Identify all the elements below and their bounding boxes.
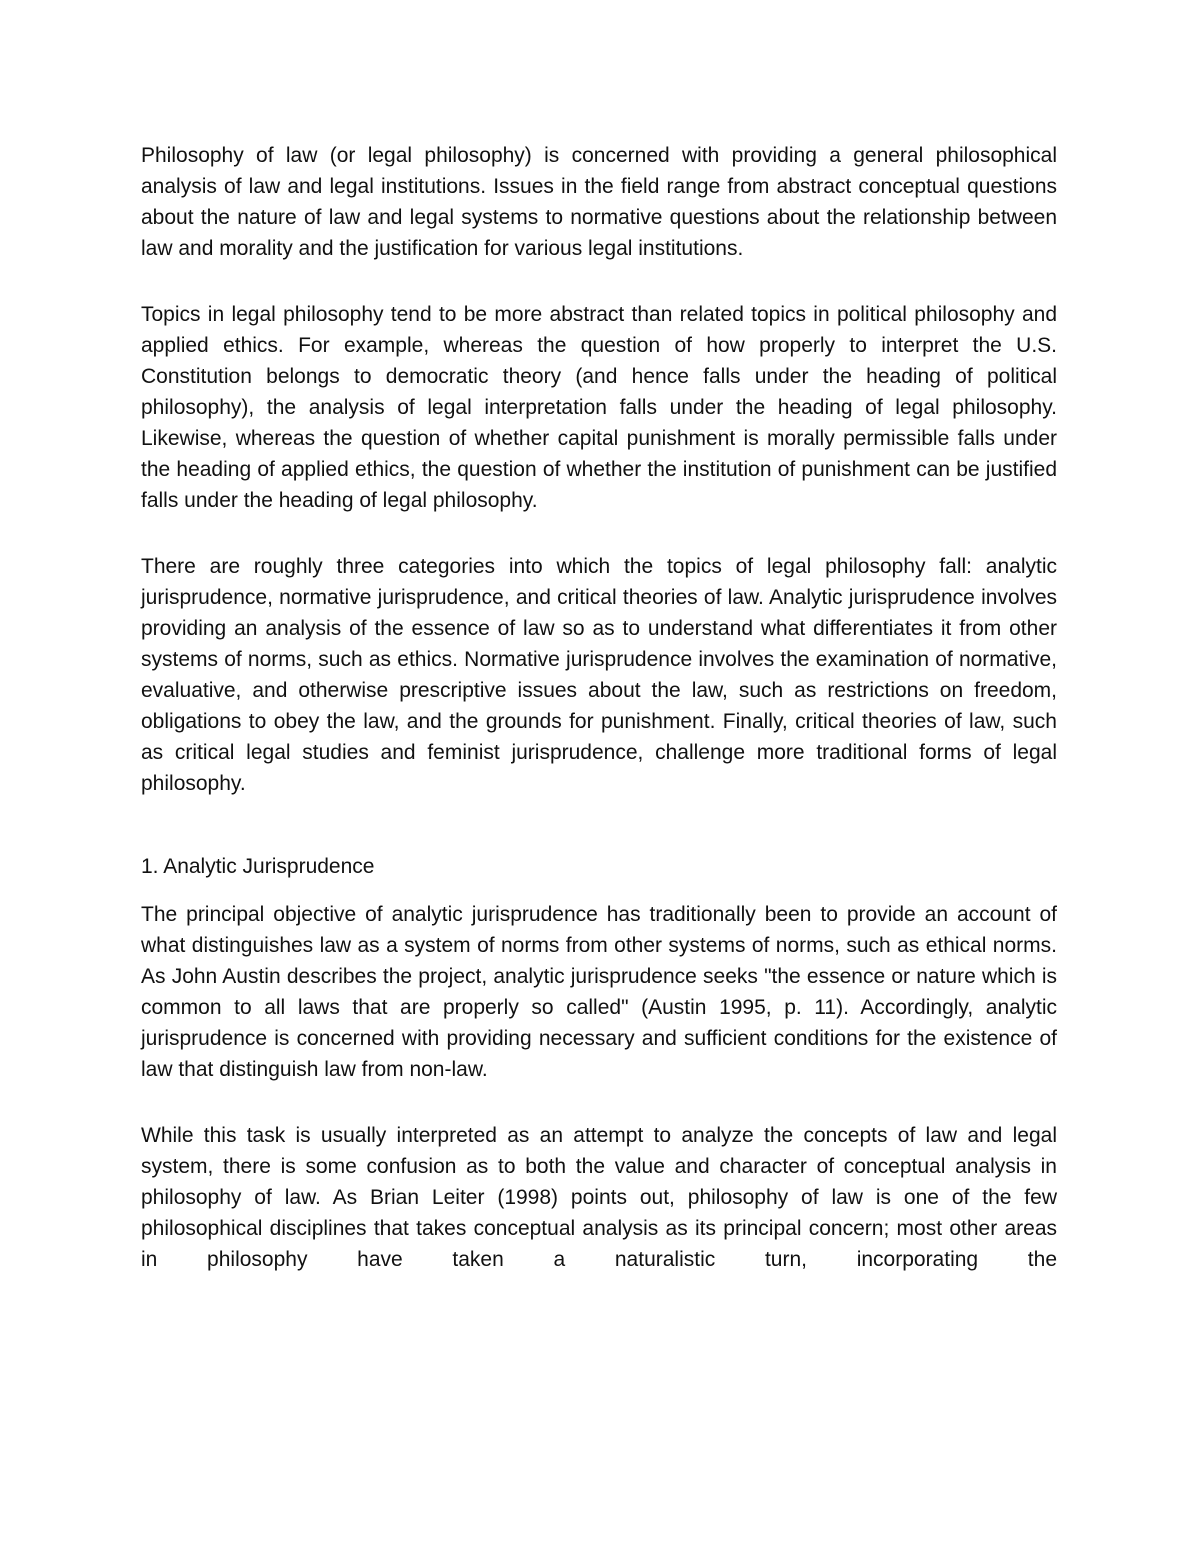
section-heading-analytic-jurisprudence: 1. Analytic Jurisprudence xyxy=(141,855,375,878)
paragraph-intro-2: Topics in legal philosophy tend to be more abstract than related topics in political philosophy and applied ethics. For example, whereas the question of how properly to interpret the U.S. Constitution belongs to democratic theory (and hence falls under the heading of political philosophy), the analysis of legal interpretation falls under the heading of legal philosophy. Likewise, whereas the question of whether capital punishment is morally permissible falls under the heading of applied ethics, the question of whether the institution of punishment can be justified falls under the heading of legal philosophy. xyxy=(141,303,1057,512)
document-body xyxy=(141,140,1057,1310)
paragraph-section1-2: While this task is usually interpreted as an attempt to analyze the concepts of law and legal system, there is some confusion as to both the value and character of conceptual analysis in philosophy of law. As Brian Leiter (1998) points out, philosophy of law is one of the few philosophical disciplines that takes conceptual analysis as its principal concern; most other areas in philosophy have taken a naturalistic turn, incorporating the xyxy=(141,1124,1057,1271)
paragraph-section1-1: The principal objective of analytic jurisprudence has traditionally been to provide an account of what distinguishes law as a system of norms from other systems of norms, such as ethical norms. As John Austin describes the project, analytic jurisprudence seeks "the essence or nature which is common to all laws that are properly so called" (Austin 1995, p. 11). Accordingly, analytic jurisprudence is concerned with providing necessary and sufficient conditions for the existence of law that distinguish law from non-law. xyxy=(141,903,1057,1081)
paragraph-intro-1: Philosophy of law (or legal philosophy) is concerned with providing a general philosophical analysis of law and legal institutions. Issues in the field range from abstract conceptual questions about the nature of law and legal systems to normative questions about the relationship between law and morality and the justification for various legal institutions. xyxy=(141,144,1057,260)
paragraph-intro-3: There are roughly three categories into which the topics of legal philosophy fall: analytic jurisprudence, normative jurisprudence, and critical theories of law. Analytic jurisprudence involves providing an analysis of the essence of law so as to understand what differentiates it from other systems of norms, such as ethics. Normative jurisprudence involves the examination of normative, evaluative, and otherwise prescriptive issues about the law, such as restrictions on freedom, obligations to obey the law, and the grounds for punishment. Finally, critical theories of law, such as critical legal studies and feminist jurisprudence, challenge more traditional forms of legal philosophy. xyxy=(141,555,1057,795)
